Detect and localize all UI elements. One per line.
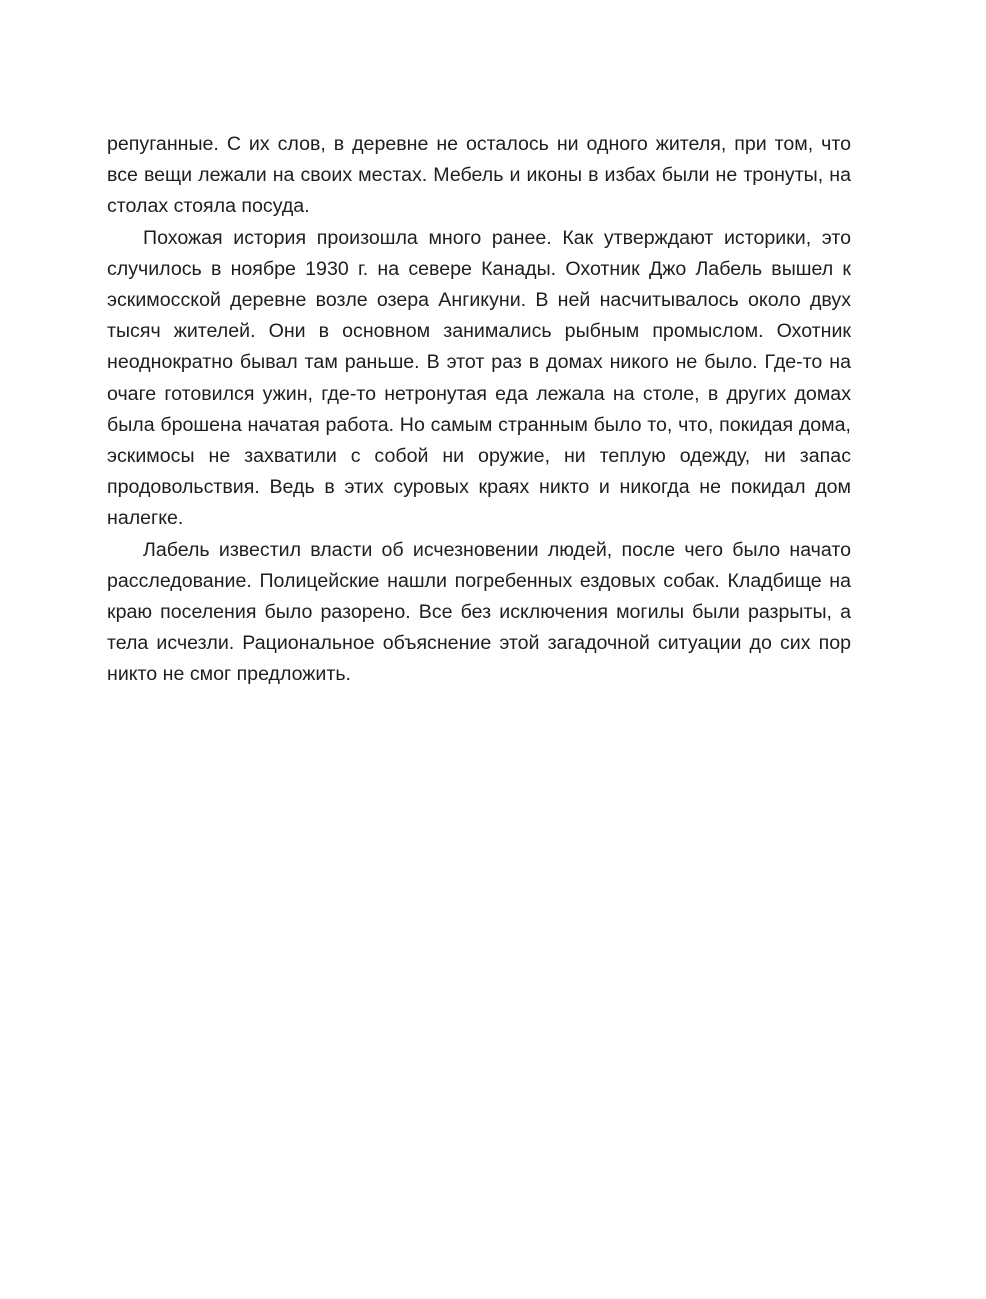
paragraph-investigation: Лабель известил власти об исчезновении людей, после чего было начато расследование. Полицейские нашли погребенных ездовых собак. Кладбище на краю поселения было разорено. Все без исключения могилы были разрыты, а тела исчезли. Рациональное объяснение этой загадочной ситуации до сих пор никто не смог предложить. — [107, 538, 851, 686]
paragraph-continuation: репуганные. С их слов, в деревне не осталось ни одного жителя, при том, что все вещи лежали на своих местах. Мебель и иконы в избах были не тронуты, на столах стояла посуда. — [107, 133, 851, 218]
paragraph-angikuni-story: Похожая история произошла много ранее. Как утверждают историки, это случилось в ноябре 1930 г. на севере Канады. Охотник Джо Лабель вышел к эскимосской деревне возле озера Ангикуни. В ней насчитывалось около двух тысяч жителей. Они в основном занимались рыбным промыслом. Охотник неоднократно бывал там раньше. В этот раз в домах никого не было. Где-то на очаге готовился ужин, где-то нетронутая еда лежала на столе, в других домах была брошена начатая работа. Но самым странным было то, что, покидая дома, эскимосы не захватили с собой ни оружие, ни теплую одежду, ни запас продовольствия. Ведь в этих суровых краях никто и никогда не покидал дом налегке. — [107, 226, 851, 530]
document-page — [107, 129, 851, 691]
